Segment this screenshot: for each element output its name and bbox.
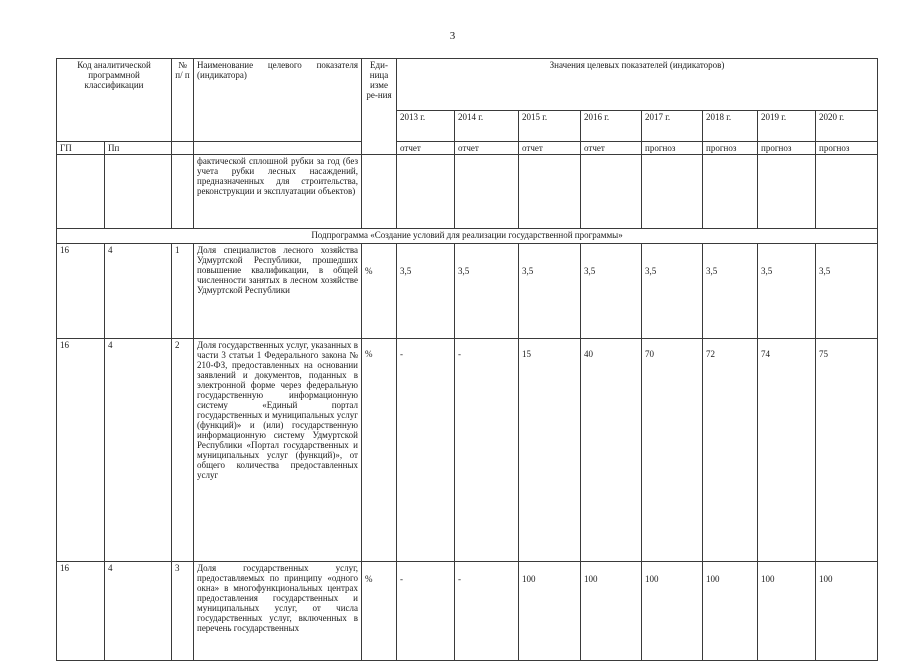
row-unit: %	[362, 339, 397, 562]
code-header: Код аналитической программной классификации	[57, 59, 172, 142]
row-unit: %	[362, 244, 397, 339]
name-header: Наименование целевого показателя (индикатора)	[194, 59, 362, 142]
row-num: 3	[172, 562, 194, 661]
cell-blank	[397, 155, 455, 229]
row-value: 100	[703, 562, 758, 661]
row-name: Доля государственных услуг, указанных в части 3 статьи 1 Федерального закона № 210-ФЗ, предоставленных на основании заявлений и документов, поданных в электронной форме через федеральную государственную информационную систему «Единый портал государственных и муниципальных услуг (функций)» и (или) государственную информационную систему Удмуртской Республики «Портал государственных и муниципальных услуг (функций)», от общего количества предоставленных услуг	[194, 339, 362, 562]
year-2013: 2013 г.	[397, 111, 455, 142]
row-value: 3,5	[703, 244, 758, 339]
unit-header: Еди-ница изме ре-ния	[362, 59, 397, 155]
row-value: -	[455, 339, 519, 562]
header-row-1	[57, 59, 878, 111]
table-row	[57, 244, 878, 339]
row-value: 72	[703, 339, 758, 562]
row-value: 70	[642, 339, 703, 562]
year-2018: 2018 г.	[703, 111, 758, 142]
values-header: Значения целевых показателей (индикаторов)	[397, 59, 878, 111]
year-2014: 2014 г.	[455, 111, 519, 142]
row-value: 3,5	[642, 244, 703, 339]
row-unit: %	[362, 562, 397, 661]
table-row	[57, 562, 878, 661]
year-2020: 2020 г.	[816, 111, 878, 142]
year-2019: 2019 г.	[758, 111, 816, 142]
num-header-blank	[172, 142, 194, 155]
gp-header: ГП	[57, 142, 105, 155]
row-value: 3,5	[581, 244, 642, 339]
row-value: 15	[519, 339, 581, 562]
row-value: 3,5	[519, 244, 581, 339]
cell-blank	[362, 155, 397, 229]
row-gp: 16	[57, 244, 105, 339]
row-num: 1	[172, 244, 194, 339]
row-value: -	[455, 562, 519, 661]
status-2013: отчет	[397, 142, 455, 155]
row-value: 75	[816, 339, 878, 562]
row-pp: 4	[105, 562, 172, 661]
row-value: 100	[816, 562, 878, 661]
row-value: 3,5	[758, 244, 816, 339]
cell-blank	[642, 155, 703, 229]
page-number: 3	[449, 30, 456, 42]
indicators-table	[56, 58, 878, 661]
continuation-text: фактической сплошной рубки за год (без учета рубки лесных насаждений, предназначенных для строительства, реконструкции и эксплуатации объектов)	[194, 155, 362, 229]
row-value: 100	[642, 562, 703, 661]
status-2017: прогноз	[642, 142, 703, 155]
year-2017: 2017 г.	[642, 111, 703, 142]
status-2014: отчет	[455, 142, 519, 155]
row-value: -	[397, 562, 455, 661]
status-2015: отчет	[519, 142, 581, 155]
row-gp: 16	[57, 339, 105, 562]
row-value: 100	[758, 562, 816, 661]
cell-blank	[455, 155, 519, 229]
cell-blank	[57, 155, 105, 229]
status-2016: отчет	[581, 142, 642, 155]
row-value: 3,5	[455, 244, 519, 339]
cell-blank	[105, 155, 172, 229]
table-row	[57, 339, 878, 562]
row-value: -	[397, 339, 455, 562]
row-value: 100	[581, 562, 642, 661]
status-2018: прогноз	[703, 142, 758, 155]
num-header: № п/ п	[172, 59, 194, 142]
year-2015: 2015 г.	[519, 111, 581, 142]
name-header-blank	[194, 142, 362, 155]
row-value: 74	[758, 339, 816, 562]
cell-blank	[172, 155, 194, 229]
subprogram-row	[57, 229, 878, 244]
year-2016: 2016 г.	[581, 111, 642, 142]
row-name: Доля специалистов лесного хозяйства Удмуртской Республики, прошедших повышение квалификации, в общей численности занятых в лесном хозяйстве Удмуртской Республики	[194, 244, 362, 339]
row-name: Доля государственных услуг, предоставляемых по принципу «одного окна» в многофункциональных центрах предоставления государственных и муниципальных услуг, от числа государственных услуг, включенных в перечень государственных	[194, 562, 362, 661]
cell-blank	[703, 155, 758, 229]
row-value: 3,5	[397, 244, 455, 339]
status-row	[57, 142, 878, 155]
row-pp: 4	[105, 244, 172, 339]
row-value: 3,5	[816, 244, 878, 339]
row-num: 2	[172, 339, 194, 562]
continuation-row	[57, 155, 878, 229]
cell-blank	[581, 155, 642, 229]
cell-blank	[758, 155, 816, 229]
status-2020: прогноз	[816, 142, 878, 155]
subprogram-title: Подпрограмма «Создание условий для реализации государственной программы»	[57, 229, 878, 244]
row-pp: 4	[105, 339, 172, 562]
row-value: 40	[581, 339, 642, 562]
pp-header: Пп	[105, 142, 172, 155]
status-2019: прогноз	[758, 142, 816, 155]
cell-blank	[816, 155, 878, 229]
row-value: 100	[519, 562, 581, 661]
cell-blank	[519, 155, 581, 229]
row-gp: 16	[57, 562, 105, 661]
